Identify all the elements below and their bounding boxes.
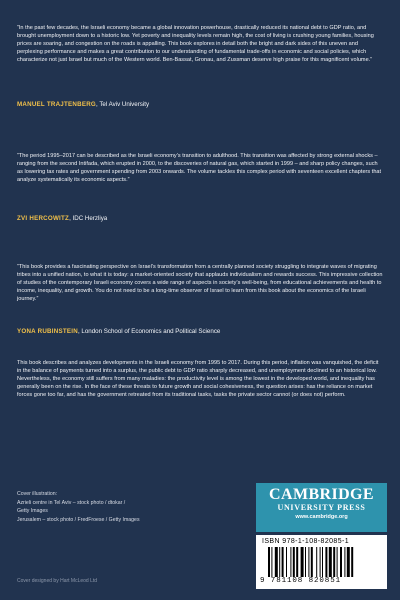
endorsement-attribution-1: MANUEL TRAJTENBERG, Tel Aviv University [17,101,150,108]
endorser-affiliation-2: IDC Herzliya [72,215,108,222]
publisher-logo-panel [256,483,387,532]
credits-line-2: Getty Images [17,508,48,515]
endorsement-attribution-2: ZVI HERCOWITZ, IDC Herzliya [17,215,108,222]
endorsement-quote-3: “This book provides a fascinating perspective on Israel’s transformation from a centrally planned society struggling to integrate waves of migrating tribes into a unified nation, to what it is today: a market-oriented society that applauds individualism and rewards success. This impressive collection of studies of the contemporary Israeli economy covers a wide range of aspects in society’s well-being, from educational achievements and health to income, inequality, and growth. You do not need to be a long-time observer of Israel to learn from this book about the economics of the Israeli journey.” [17,263,383,302]
publisher-url: www.cambridge.org [295,514,348,520]
credits-heading: Cover illustration: [17,491,58,497]
cover-illustration-credits [17,490,217,524]
publisher-press-label: UNIVERSITY PRESS [277,503,366,512]
endorser-name-1: MANUEL TRAJTENBERG [17,101,96,108]
book-description: This book describes and analyzes developments in the Israeli economy from 1995 to 2017. During this period, inflation was vanquished, the deficit in the balance of payments turned into a surplus, the public debt to GDP ratio sharply decreased, and unemployment declined to an historical low. Nevertheless, the economy still suffers from many maladies: the productivity level is among the lowest in the developed world, and inequality has generally been on the rise. In the face of these threats to future growth and social cohesiveness, the question arises: has the reliance on market forces gone too far, and has the government retreated from its traditional tasks, tasks the private sector cannot (or does not) perform. [17,359,379,398]
endorsement-quote-2: “The period 1995–2017 can be described as the Israeli economy’s transition to adulthood. This transition was affected by strong external shocks – ranging from the second Intifada, which erupted in 2000, to the discoveries of natural gas, which started in 1999 – and sharp policy changes, such as lowering tax rates and government spending from 2003 onwards. The volume tackles this complex period with seventeen excellent chapters that analyze systematically its economic aspects.” [17,152,382,183]
credits-line-3: Jerusalem – stock photo / FredFroese / Getty Images [17,516,140,523]
publisher-name: CAMBRIDGE [269,486,374,503]
endorsement-attribution-3: YONA RUBINSTEIN, London School of Economics and Political Science [17,328,221,335]
endorser-name-3: YONA RUBINSTEIN [17,328,78,335]
cover-designer-credit: Cover designed by Hart McLeod Ltd [17,578,98,584]
endorser-affiliation-1: Tel Aviv University [99,101,150,108]
endorser-affiliation-3: London School of Economics and Political Science [81,328,221,335]
credits-line-1: Azrieli centre in Tel Aviv – stock photo / dtokar / [17,499,126,506]
isbn-label: ISBN 978-1-108-82085-1 [262,538,350,545]
isbn-barcode-box [256,535,387,589]
endorsement-quote-1: “In the past few decades, the Israeli economy became a global innovation powerhouse, drastically reduced its national debt to GDP ratio, and brought unemployment down to a historic low. Yet poverty and inequality levels remain high, the cost of living is crushing young families, housing prices are soaring, and congestion on the roads is appalling. This book explores in detail both the bright and dark sides of this uneven and perplexing performance and makes a great contribution to our understanding of fundamental trade-offs in economic and social policies, which characterize not just Israel but much of the Western world. Ben-Bassat, Gronau, and Zussman deserve high praise for this magnificent volume.” [17,24,374,63]
endorser-name-2: ZVI HERCOWITZ [17,215,70,222]
barcode-number: 9 781108 820851 [260,577,342,585]
barcode-icon [268,547,376,577]
